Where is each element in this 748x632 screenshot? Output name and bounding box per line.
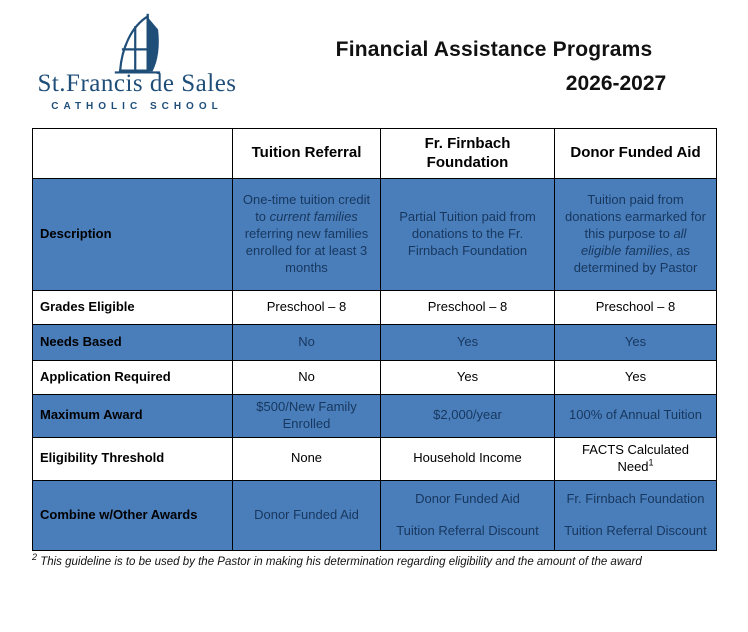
desc-tr-part2-italic: current families: [269, 209, 358, 225]
cell-max-award-tuition-referral: $500/New Family Enrolled: [233, 395, 381, 438]
desc-donor-part2-italic: all eligible families: [580, 226, 687, 258]
cell-application-donor: Yes: [555, 361, 717, 395]
desc-tr-part1: One-time tuition credit to: [242, 192, 371, 225]
cell-needs-donor: Yes: [555, 325, 717, 361]
footnote: [32, 551, 692, 571]
row-label-combine: Combine w/Other Awards: [33, 480, 233, 550]
header-donor-funded-aid: Donor Funded Aid: [555, 129, 717, 179]
cell-grades-tuition-referral: Preschool – 8: [233, 291, 381, 325]
header-firnbach-foundation: Fr. Firnbach Foundation: [381, 129, 555, 179]
row-label-description: Description: [33, 179, 233, 291]
page-years: 2026-2027: [565, 72, 667, 95]
cell-description-tuition-referral: [233, 179, 381, 291]
title-block: [257, 8, 731, 96]
cell-needs-firnbach: Yes: [381, 325, 555, 361]
cell-max-award-donor: 100% of Annual Tuition: [555, 395, 717, 438]
school-name: St.Francis de Sales: [37, 70, 237, 97]
desc-donor-part3: , as determined by Pastor: [573, 242, 698, 275]
cell-max-award-firnbach: $2,000/year: [381, 395, 555, 438]
row-grades-eligible: [33, 291, 717, 325]
eligibility-donor-text: FACTS Calculated Need: [582, 441, 689, 474]
row-eligibility-threshold: [33, 437, 717, 480]
row-label-eligibility: Eligibility Threshold: [33, 437, 233, 480]
cell-grades-donor: Preschool – 8: [555, 291, 717, 325]
combine-donor-line1: Fr. Firnbach Foundation: [566, 490, 705, 506]
combine-donor-line2: Tuition Referral Discount: [564, 522, 707, 538]
financial-assistance-table: [32, 128, 717, 551]
cell-combine-firnbach: [381, 480, 555, 550]
school-type: CATHOLIC SCHOOL: [51, 101, 223, 112]
cell-eligibility-tuition-referral: None: [233, 437, 381, 480]
row-label-needs: Needs Based: [33, 325, 233, 361]
cell-eligibility-firnbach: Household Income: [381, 437, 555, 480]
row-needs-based: [33, 325, 717, 361]
cell-needs-tuition-referral: No: [233, 325, 381, 361]
header-tuition-referral: Tuition Referral: [233, 129, 381, 179]
header: [17, 8, 731, 112]
cell-description-firnbach: Partial Tuition paid from donations to the Fr. Firnbach Foundation: [381, 179, 555, 291]
cell-combine-tuition-referral: Donor Funded Aid: [233, 480, 381, 550]
school-logo: [17, 8, 257, 112]
combine-firnbach-line2: Tuition Referral Discount: [396, 522, 539, 538]
row-maximum-award: [33, 395, 717, 438]
row-combine-other-awards: [33, 480, 717, 550]
row-label-application: Application Required: [33, 361, 233, 395]
row-application-required: [33, 361, 717, 395]
footnote-text: This guideline is to be used by the Pastor in making his determination regarding eligibility and the amount of the award: [37, 555, 642, 568]
school-logo-icon: [108, 12, 166, 76]
cell-application-firnbach: Yes: [381, 361, 555, 395]
combine-firnbach-line1: Donor Funded Aid: [415, 490, 520, 506]
desc-tr-part3: referring new families enrolled for at least 3 months: [244, 226, 369, 275]
cell-grades-firnbach: Preschool – 8: [381, 291, 555, 325]
desc-donor-part1: Tuition paid from donations earmarked for this purpose to: [565, 192, 706, 242]
header-blank-cell: [33, 129, 233, 179]
footnote-marker: 2: [32, 551, 38, 562]
row-description: [33, 179, 717, 291]
row-label-grades: Grades Eligible: [33, 291, 233, 325]
page-title: Financial Assistance Programs: [335, 38, 653, 61]
cell-eligibility-donor: [555, 437, 717, 480]
cell-combine-donor: [555, 480, 717, 550]
table-header-row: [33, 129, 717, 179]
cell-application-tuition-referral: No: [233, 361, 381, 395]
cell-description-donor: [555, 179, 717, 291]
eligibility-footnote-marker: 1: [648, 457, 654, 468]
row-label-max-award: Maximum Award: [33, 395, 233, 438]
